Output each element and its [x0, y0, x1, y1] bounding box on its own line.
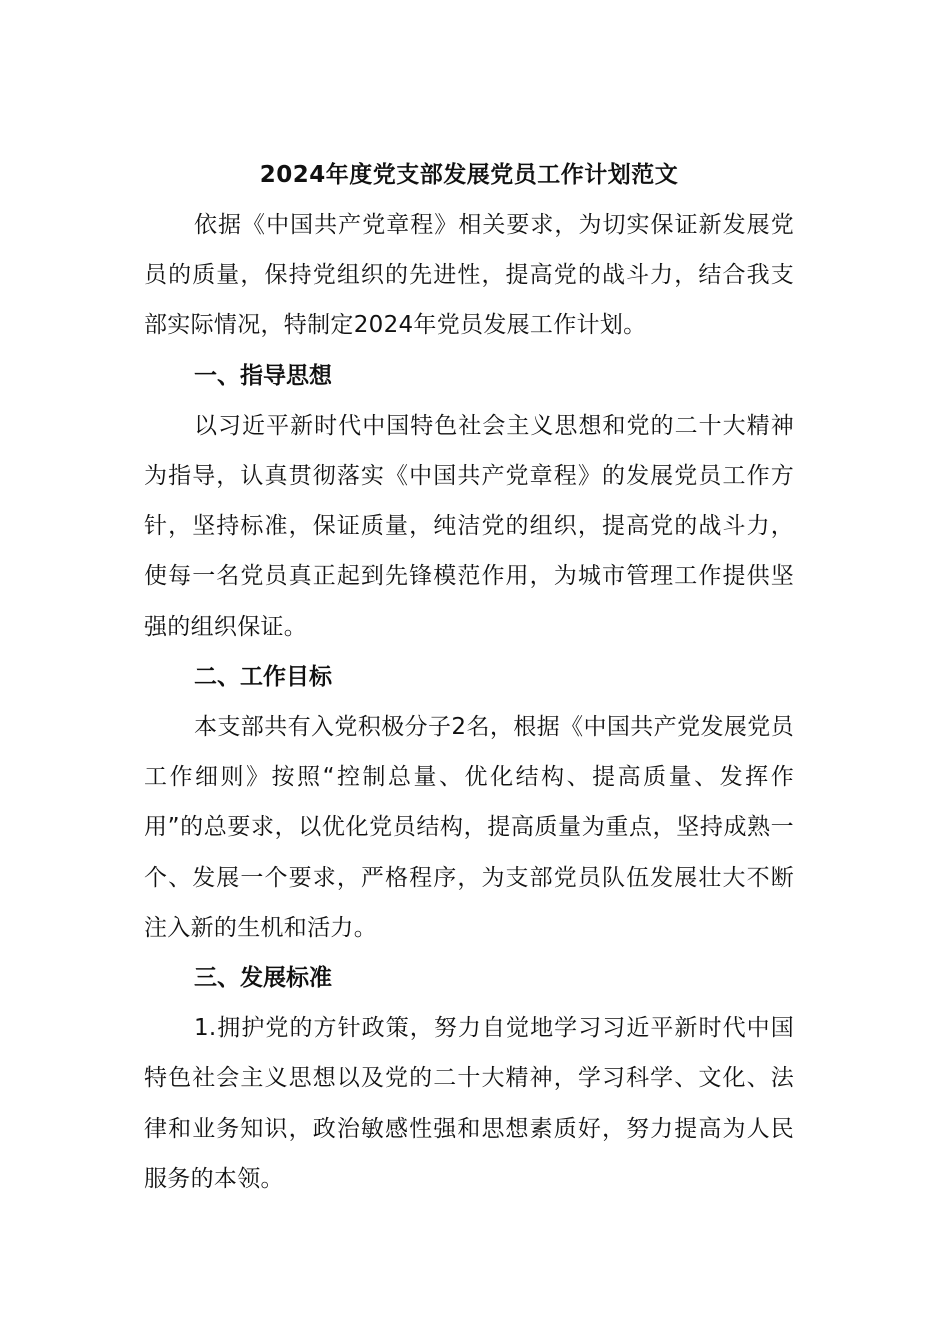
document-title: 2024年度党支部发展党员工作计划范文 — [259, 162, 679, 188]
section-paragraph-development-standards: 1.拥护党的方针政策，努力自觉地学习习近平新时代中国特色社会主义思想以及党的二十大精神，学习科学、文化、法律和业务知识，政治敏感性强和思想素质好，努力提高为人民服务的本领。 — [144, 1015, 794, 1192]
section-heading-guiding-ideology: 一、指导思想 — [194, 362, 332, 389]
section-heading-work-goals: 二、工作目标 — [194, 663, 332, 690]
section-heading-development-standards: 三、发展标准 — [194, 965, 332, 992]
intro-paragraph: 依据《中国共产党章程》相关要求，为切实保证新发展党员的质量，保持党组织的先进性，提高党的战斗力，结合我支部实际情况，特制定2024年党员发展工作计划。 — [144, 212, 794, 339]
section-paragraph-work-goals: 本支部共有入党积极分子2名，根据《中国共产党发展党员工作细则》按照“控制总量、优化结构、提高质量、发挥作用”的总要求，以优化党员结构，提高质量为重点，坚持成熟一个、发展一个要求，严格程序，为支部党员队伍发展壮大不断注入新的生机和活力。 — [144, 714, 794, 941]
section-paragraph-guiding-ideology: 以习近平新时代中国特色社会主义思想和党的二十大精神为指导，认真贯彻落实《中国共产党章程》的发展党员工作方针，坚持标准，保证质量，纯洁党的组织，提高党的战斗力，使每一名党员真正起到先锋模范作用，为城市管理工作提供坚强的组织保证。 — [144, 412, 794, 640]
document-page — [144, 150, 794, 1204]
